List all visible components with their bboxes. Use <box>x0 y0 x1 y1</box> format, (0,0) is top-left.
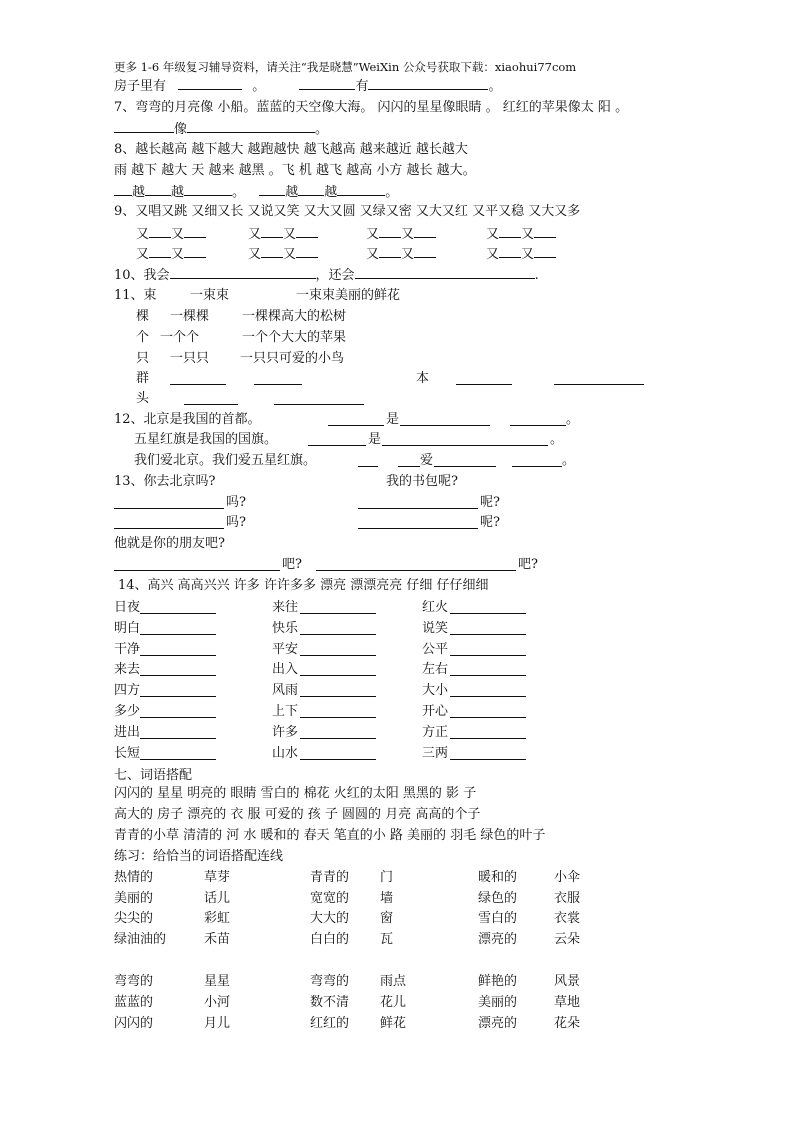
matching-word[interactable]: 瓦 <box>380 932 394 947</box>
matching-word[interactable]: 草芽 <box>204 870 231 885</box>
word-label: 大小 <box>422 683 449 698</box>
matching-word[interactable]: 星星 <box>204 974 231 989</box>
matching-word[interactable]: 红红的 <box>310 1016 350 1031</box>
matching-word[interactable]: 云朵 <box>554 932 581 947</box>
blank[interactable] <box>300 726 376 739</box>
section-7-fill <box>114 120 714 139</box>
section-13-title: 13、你去北京吗? 我的书包呢? <box>114 474 458 489</box>
blank[interactable] <box>534 225 556 238</box>
text: 一束束美丽的鲜花 <box>296 288 401 303</box>
blank[interactable] <box>358 496 478 509</box>
section-14-title: 14、高兴 高高兴兴 许多 许许多多 漂亮 漂漂亮亮 仔细 仔仔细细 <box>118 578 489 593</box>
page-header: 更多 1-6 年级复习辅导资料，请关注“我是晓慧”WeiXin 公众号获取下载：xiaohui77com <box>114 60 577 74</box>
blank[interactable] <box>140 601 216 614</box>
blank[interactable] <box>450 705 526 718</box>
matching-word[interactable]: 宽宽的 <box>310 891 350 906</box>
text: 有 <box>355 79 369 94</box>
matching-word[interactable]: 大大的 <box>310 911 350 926</box>
blank[interactable] <box>300 747 376 760</box>
word-label: 说笑 <box>422 621 449 636</box>
text: 。 <box>385 185 399 200</box>
blank[interactable] <box>300 643 376 656</box>
blank[interactable] <box>300 684 376 697</box>
matching-word[interactable]: 白白的 <box>310 932 350 947</box>
blank[interactable] <box>414 245 436 258</box>
word-label: 明白 <box>114 621 141 636</box>
blank[interactable] <box>114 496 224 509</box>
word-label: 上下 <box>272 704 299 719</box>
section-13-q3: 他就是你的朋友吧? <box>114 536 225 551</box>
section-8-fill <box>114 183 714 202</box>
section-11-title <box>114 287 714 305</box>
text: 像 <box>174 122 188 137</box>
word-label: 出入 <box>272 662 299 677</box>
blank[interactable] <box>187 120 315 133</box>
matching-word[interactable]: 小河 <box>204 995 231 1010</box>
blank[interactable] <box>450 726 526 739</box>
text: 越 <box>324 185 338 200</box>
matching-word[interactable]: 草地 <box>554 995 581 1010</box>
blank[interactable] <box>149 225 171 238</box>
blank[interactable] <box>450 643 526 656</box>
word-label: 方正 <box>422 725 449 740</box>
practice-instruction: 练习：给恰当的词语搭配连线 <box>114 849 284 864</box>
blank[interactable] <box>456 372 512 385</box>
blank[interactable] <box>337 183 385 196</box>
text: 越 <box>171 185 185 200</box>
blank[interactable] <box>296 225 318 238</box>
matching-word[interactable]: 禾苗 <box>204 932 231 947</box>
collocation-line: 青青的小草 清清的 河 水 暖和的 春天 笔直的小 路 美丽的 羽毛 绿色的叶子 <box>114 828 546 843</box>
matching-word[interactable]: 数不清 <box>310 995 350 1010</box>
matching-word[interactable]: 暖和的 <box>478 870 518 885</box>
matching-word[interactable]: 尖尖的 <box>114 911 154 926</box>
word-label: 开心 <box>422 704 449 719</box>
matching-word[interactable]: 花朵 <box>554 1016 581 1031</box>
matching-word[interactable]: 蓝蓝的 <box>114 995 154 1010</box>
text: 。 <box>488 79 502 94</box>
blank[interactable] <box>382 433 548 446</box>
matching-word[interactable]: 风景 <box>554 974 581 989</box>
blank[interactable] <box>296 245 318 258</box>
matching-word[interactable]: 雪白的 <box>478 911 518 926</box>
blank[interactable] <box>499 245 521 258</box>
matching-word[interactable]: 青青的 <box>310 870 350 885</box>
blank[interactable] <box>140 726 216 739</box>
blank[interactable] <box>510 413 566 426</box>
matching-word[interactable]: 窗 <box>380 911 394 926</box>
matching-word[interactable]: 衣服 <box>554 891 581 906</box>
blank[interactable] <box>170 372 226 385</box>
matching-word[interactable]: 绿色的 <box>478 891 518 906</box>
blank[interactable] <box>170 266 316 279</box>
matching-word[interactable]: 话儿 <box>204 891 231 906</box>
blank[interactable] <box>450 747 526 760</box>
word-label: 来去 <box>114 662 141 677</box>
word-label: 风雨 <box>272 683 299 698</box>
blank[interactable] <box>379 245 401 258</box>
text: 房子里有 <box>114 79 167 94</box>
blank[interactable] <box>499 225 521 238</box>
blank[interactable] <box>358 454 378 467</box>
blank[interactable] <box>316 558 516 571</box>
blank[interactable] <box>450 601 526 614</box>
blank[interactable] <box>140 684 216 697</box>
blank[interactable] <box>554 372 644 385</box>
collocation-line: 闪闪的 星星 明亮的 眼睛 雪白的 棉花 火红的太阳 黑黑的 影 子 <box>114 786 477 801</box>
text: 。 <box>315 122 329 137</box>
matching-word[interactable]: 鲜艳的 <box>478 974 518 989</box>
text: . <box>534 268 539 283</box>
fill-line-fangzi <box>114 77 714 96</box>
blank[interactable] <box>358 516 478 529</box>
section-10 <box>114 266 714 285</box>
section-7-examples: 7、弯弯的月亮像 小船。蓝蓝的天空像大海。 闪闪的星星像眼睛 。 红红的苹果像太 阳 。 <box>114 100 629 115</box>
word-label: 多少 <box>114 704 141 719</box>
blank[interactable] <box>398 454 420 467</box>
blank[interactable] <box>184 245 206 258</box>
matching-word[interactable]: 漂亮的 <box>478 932 518 947</box>
blank[interactable] <box>274 392 364 405</box>
word-label: 公平 <box>422 642 449 657</box>
blank[interactable] <box>534 245 556 258</box>
matching-word[interactable]: 弯弯的 <box>114 974 154 989</box>
blank[interactable] <box>450 663 526 676</box>
word-label: 日夜 <box>114 600 141 615</box>
section-qi-title: 七、词语搭配 <box>114 768 193 783</box>
blank[interactable] <box>114 120 174 133</box>
text: 。 <box>232 185 246 200</box>
matching-word[interactable]: 闪闪的 <box>114 1016 154 1031</box>
blank[interactable] <box>299 77 355 90</box>
blank[interactable] <box>114 183 132 196</box>
blank[interactable] <box>259 183 285 196</box>
text: 越 <box>285 185 299 200</box>
section-12-row-1: 12、北京是我国的首都。 是 。 <box>114 412 580 427</box>
section-9-title: 9、又唱又跳 又细又长 又说又笑 又大又圆 又绿又密 又大又红 又平又稳 又大又多 <box>114 204 581 219</box>
text: ，还会 <box>315 268 355 283</box>
blank[interactable] <box>300 622 376 635</box>
blank[interactable] <box>140 747 216 760</box>
word-label: 长短 <box>114 746 141 761</box>
blank[interactable] <box>184 392 238 405</box>
blank[interactable] <box>328 413 384 426</box>
matching-word[interactable]: 彩虹 <box>204 911 231 926</box>
matching-word[interactable]: 门 <box>380 870 394 885</box>
word-label: 左右 <box>422 662 449 677</box>
matching-word[interactable]: 小伞 <box>554 870 581 885</box>
blank[interactable] <box>140 663 216 676</box>
blank[interactable] <box>300 601 376 614</box>
matching-word[interactable]: 雨点 <box>380 974 407 989</box>
blank[interactable] <box>400 413 490 426</box>
blank[interactable] <box>184 183 232 196</box>
word-label: 平安 <box>272 642 299 657</box>
word-label: 三两 <box>422 746 449 761</box>
text: 11、束 <box>114 288 157 303</box>
blank[interactable] <box>140 643 216 656</box>
blank[interactable] <box>414 225 436 238</box>
worksheet-page: 更多 1-6 年级复习辅导资料，请关注“我是晓慧”WeiXin 公众号获取下载：xiaohui77com 房子里有 。 有 。 7、弯弯的月亮像 小船。蓝蓝的天空像大海。 闪闪的星星像眼睛 。 红红的苹果像太 阳 。 像 。 8、越长越高 越下越大 越跑越快 越飞越高 越来越近 越长越大 雨 越下 越大 天 越来 越黑 。飞 机 越飞 越高 小方 越长 越大。 越 越 。 越 越 。 9、又唱又跳 又细又长 又说又笑 又大又圆 又绿又密 又大又红 又平又稳 又大又多 又 又 又 又 又 又 又 又 又 又 又 又 又 又 又 又 10、我会 ，还会 . 11、束 一束束 一束束美丽的鲜花 棵 一棵棵 一棵棵高大的松树 个 一个个 一个个大大的苹果 只 一只只 一只只可爱的小鸟 群 本 头 12、北京是我国的首都。 是 。 五星红旗是我国的国旗。 是 。 我们爱北京。我们爱五星红旗。 爱 。 13、你去北京吗? 我的书包呢? 吗? 呢? 吗? 呢? 他就是你的朋友吧? 吧? 吧? 14、高兴 高高兴兴 许多 许许多多 漂亮 漂漂亮亮 仔细 仔仔细细 日夜 来往 红火 明白 快乐 说笑 干净 平安 公平 来去 出入 左右 四方 风雨 大小 多少 上下 开心 进出 许多 方正 长短 山水 三两 七、词语搭配 闪闪的 星星 明亮的 眼睛 雪白的 棉花 火红的太阳 黑黑的 影 子 高大的 房子 漂亮的 衣 服 可爱的 孩 子 圆圆的 月亮 高高的个子 青青的小草 清清的 河 水 暖和的 春天 笔直的小 路 美丽的 羽毛 绿色的叶子 练习：给恰当的词语搭配连线 热情的 草芽 青青的 门 暖和的 小伞 美丽的 话儿 宽宽的 墙 绿色的 衣服 尖尖的 彩虹 大大的 窗 雪白的 衣裳 绿油油的 禾苗 白白的 瓦 漂亮的 云朵 弯弯的 星星 弯弯的 雨点 鲜艳的 风景 蓝蓝的 小河 数不清 花儿 美丽的 草地 闪闪的 月儿 红红的 鲜花 漂亮的 花朵 <box>0 0 793 1122</box>
blank[interactable] <box>308 433 366 446</box>
text: 。 <box>252 79 266 94</box>
matching-word[interactable]: 美丽的 <box>114 891 154 906</box>
blank[interactable] <box>512 454 562 467</box>
section-8-title: 8、越长越高 越下越大 越跑越快 越飞越高 越来越近 越长越大 <box>114 142 468 157</box>
blank[interactable] <box>114 558 280 571</box>
blank[interactable] <box>379 225 401 238</box>
blank[interactable] <box>261 225 283 238</box>
blank[interactable] <box>178 77 242 90</box>
blank[interactable] <box>300 663 376 676</box>
word-label: 来往 <box>272 600 299 615</box>
blank[interactable] <box>254 372 302 385</box>
matching-word[interactable]: 弯弯的 <box>310 974 350 989</box>
word-label: 山水 <box>272 746 299 761</box>
blank[interactable] <box>145 183 171 196</box>
matching-word[interactable]: 花儿 <box>380 995 407 1010</box>
blank[interactable] <box>368 77 488 90</box>
matching-word[interactable]: 月儿 <box>204 1016 231 1031</box>
blank[interactable] <box>450 622 526 635</box>
matching-word[interactable]: 墙 <box>380 891 394 906</box>
matching-word[interactable]: 美丽的 <box>478 995 518 1010</box>
text: 越 <box>132 185 146 200</box>
collocation-line: 高大的 房子 漂亮的 衣 服 可爱的 孩 子 圆圆的 月亮 高高的个子 <box>114 807 481 822</box>
word-label: 四方 <box>114 683 141 698</box>
word-label: 许多 <box>272 725 299 740</box>
matching-word[interactable]: 绿油油的 <box>114 932 167 947</box>
text: 10、我会 <box>114 268 170 283</box>
blank[interactable] <box>149 245 171 258</box>
blank[interactable] <box>114 516 224 529</box>
blank[interactable] <box>140 622 216 635</box>
matching-word[interactable]: 衣裳 <box>554 911 581 926</box>
word-label: 快乐 <box>272 621 299 636</box>
blank[interactable] <box>184 225 206 238</box>
word-label: 红火 <box>422 600 449 615</box>
blank[interactable] <box>434 454 496 467</box>
matching-word[interactable]: 鲜花 <box>380 1016 407 1031</box>
blank[interactable] <box>450 684 526 697</box>
blank[interactable] <box>261 245 283 258</box>
blank[interactable] <box>300 705 376 718</box>
word-label: 进出 <box>114 725 141 740</box>
word-label: 干净 <box>114 642 141 657</box>
matching-word[interactable]: 漂亮的 <box>478 1016 518 1031</box>
matching-word[interactable]: 热情的 <box>114 870 154 885</box>
section-8-examples: 雨 越下 越大 天 越来 越黑 。飞 机 越飞 越高 小方 越长 越大。 <box>114 163 476 178</box>
text: 一束束 <box>190 288 230 303</box>
blank[interactable] <box>140 705 216 718</box>
blank[interactable] <box>298 183 324 196</box>
blank[interactable] <box>355 266 535 279</box>
